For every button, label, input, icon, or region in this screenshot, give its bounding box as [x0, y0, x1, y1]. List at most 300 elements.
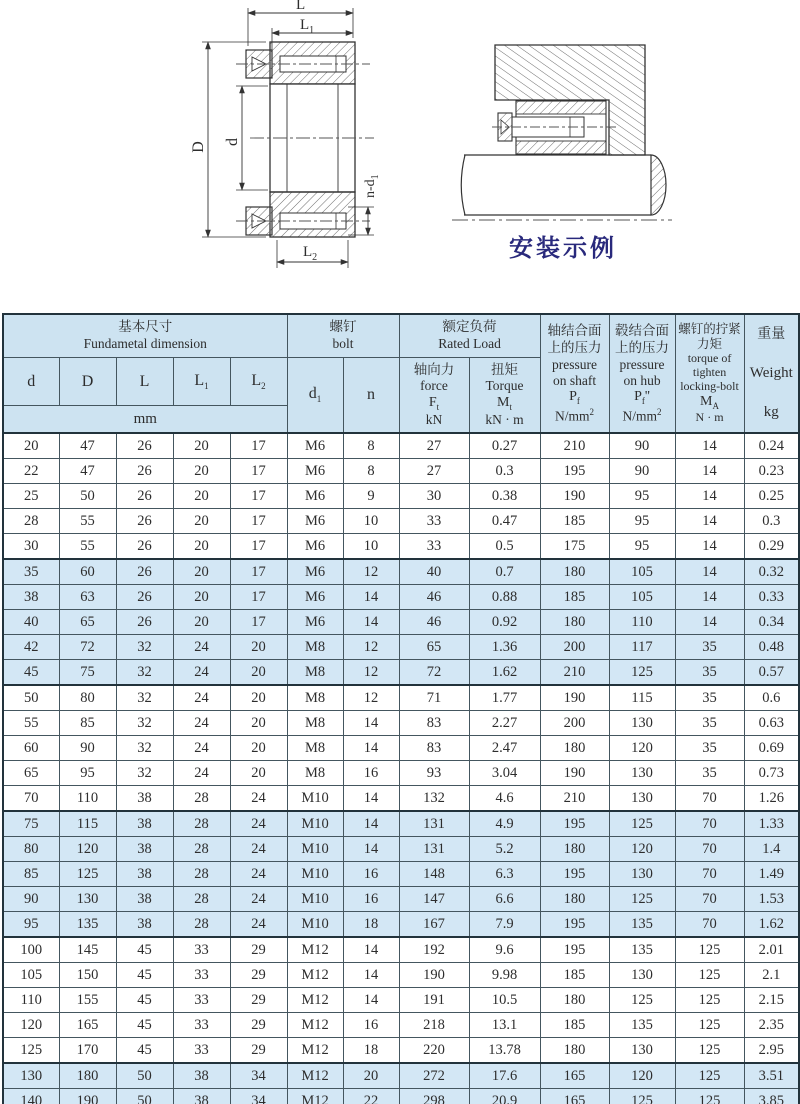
cell-L: 26 [116, 585, 173, 610]
cell-n: 8 [343, 459, 399, 484]
cell-p-shaft: 185 [540, 1013, 609, 1038]
dim-label-n-d1: $n-d_1$ [363, 174, 381, 198]
cell-L: 38 [116, 837, 173, 862]
cell-weight: 2.15 [744, 988, 799, 1013]
cell-d1: M12 [287, 937, 343, 963]
cell-D: 110 [59, 786, 116, 812]
cell-L2: 17 [230, 585, 287, 610]
cell-d: 95 [3, 912, 59, 938]
cell-L1: 28 [173, 887, 230, 912]
cell-L1: 33 [173, 963, 230, 988]
cell-L2: 20 [230, 736, 287, 761]
cell-p-hub: 135 [609, 912, 675, 938]
cell-L: 45 [116, 1038, 173, 1064]
cell-d1: M6 [287, 459, 343, 484]
cell-p-hub: 130 [609, 786, 675, 812]
cell-d1: M8 [287, 660, 343, 686]
cell-force: 167 [399, 912, 469, 938]
cell-weight: 0.32 [744, 559, 799, 585]
cell-d1: M8 [287, 685, 343, 711]
cell-L2: 29 [230, 963, 287, 988]
cell-weight: 0.23 [744, 459, 799, 484]
cell-L: 26 [116, 509, 173, 534]
cell-ma: 70 [675, 912, 744, 938]
header-pressure-on-hub: 毂结合面 上的压力 pressure on hub $P_f''$ $N/mm^2$ [609, 314, 675, 433]
cell-L: 26 [116, 433, 173, 459]
cell-L2: 17 [230, 509, 287, 534]
cell-p-shaft: 185 [540, 585, 609, 610]
cell-n: 18 [343, 1038, 399, 1064]
cell-D: 50 [59, 484, 116, 509]
cell-weight: 0.63 [744, 711, 799, 736]
cell-weight: 0.48 [744, 635, 799, 660]
cell-torque: 13.1 [469, 1013, 540, 1038]
col-L1: $L_1$ [173, 358, 230, 406]
cell-ma: 35 [675, 761, 744, 786]
cell-L: 32 [116, 660, 173, 686]
col-d1: $d_1$ [287, 358, 343, 434]
header-pressure-on-shaft: 轴结合面 上的压力 pressure on shaft $P_f$ $N/mm^2$ [540, 314, 609, 433]
cell-L2: 17 [230, 433, 287, 459]
cell-L: 45 [116, 963, 173, 988]
cell-p-hub: 130 [609, 963, 675, 988]
cell-force: 298 [399, 1089, 469, 1104]
cell-p-shaft: 165 [540, 1089, 609, 1104]
cell-L2: 20 [230, 660, 287, 686]
cell-torque: 9.98 [469, 963, 540, 988]
table-row [3, 811, 799, 837]
cell-L1: 20 [173, 459, 230, 484]
cell-L2: 24 [230, 912, 287, 938]
cell-weight: 0.3 [744, 509, 799, 534]
cell-ma: 14 [675, 585, 744, 610]
cell-L2: 20 [230, 711, 287, 736]
cell-D: 120 [59, 837, 116, 862]
cell-L2: 29 [230, 1038, 287, 1064]
cell-weight: 1.62 [744, 912, 799, 938]
cell-ma: 14 [675, 459, 744, 484]
cell-L: 32 [116, 711, 173, 736]
cell-d: 100 [3, 937, 59, 963]
cell-n: 12 [343, 559, 399, 585]
cell-L1: 20 [173, 610, 230, 635]
cell-L2: 34 [230, 1063, 287, 1089]
cell-p-hub: 120 [609, 837, 675, 862]
cell-L2: 17 [230, 484, 287, 509]
cell-d: 35 [3, 559, 59, 585]
cell-force: 33 [399, 509, 469, 534]
cell-L: 26 [116, 459, 173, 484]
table-row [3, 685, 799, 711]
cell-d1: M12 [287, 1038, 343, 1064]
cell-d: 25 [3, 484, 59, 509]
cell-D: 180 [59, 1063, 116, 1089]
cell-d1: M12 [287, 988, 343, 1013]
cell-n: 22 [343, 1089, 399, 1104]
header-rated-load-zh: 额定负荷 [442, 319, 497, 335]
cell-L1: 20 [173, 534, 230, 560]
cell-d1: M6 [287, 509, 343, 534]
cell-torque: 4.9 [469, 811, 540, 837]
cell-d1: M6 [287, 534, 343, 560]
cell-d1: M6 [287, 484, 343, 509]
cell-n: 9 [343, 484, 399, 509]
cell-n: 14 [343, 610, 399, 635]
cell-ma: 14 [675, 534, 744, 560]
cell-p-shaft: 180 [540, 887, 609, 912]
cell-p-shaft: 180 [540, 736, 609, 761]
header-weight: 重量 Weight kg [744, 314, 799, 433]
cell-d: 105 [3, 963, 59, 988]
cell-p-shaft: 175 [540, 534, 609, 560]
table-row [3, 736, 799, 761]
cell-L: 45 [116, 988, 173, 1013]
col-D: D [59, 358, 116, 406]
cell-p-hub: 95 [609, 484, 675, 509]
cell-torque: 17.6 [469, 1063, 540, 1089]
cell-force: 93 [399, 761, 469, 786]
cell-L: 26 [116, 559, 173, 585]
spec-table [2, 313, 800, 1104]
cell-torque: 6.3 [469, 862, 540, 887]
cell-n: 12 [343, 635, 399, 660]
cell-torque: 0.27 [469, 433, 540, 459]
cell-n: 12 [343, 660, 399, 686]
cell-D: 63 [59, 585, 116, 610]
cell-n: 20 [343, 1063, 399, 1089]
cell-p-shaft: 200 [540, 635, 609, 660]
cell-force: 30 [399, 484, 469, 509]
cell-L2: 17 [230, 459, 287, 484]
cell-p-hub: 130 [609, 761, 675, 786]
table-row [3, 1013, 799, 1038]
cell-n: 16 [343, 761, 399, 786]
cell-L2: 20 [230, 635, 287, 660]
cell-n: 12 [343, 685, 399, 711]
cell-L1: 38 [173, 1089, 230, 1104]
cell-force: 220 [399, 1038, 469, 1064]
cell-p-hub: 110 [609, 610, 675, 635]
cell-n: 14 [343, 837, 399, 862]
header-rated-load [399, 314, 540, 358]
cell-L1: 33 [173, 1013, 230, 1038]
cell-d1: M8 [287, 736, 343, 761]
cell-p-shaft: 185 [540, 509, 609, 534]
cell-p-shaft: 180 [540, 837, 609, 862]
cell-force: 131 [399, 837, 469, 862]
cell-force: 40 [399, 559, 469, 585]
cell-torque: 10.5 [469, 988, 540, 1013]
cell-force: 218 [399, 1013, 469, 1038]
cell-d1: M10 [287, 837, 343, 862]
cell-weight: 1.53 [744, 887, 799, 912]
table-row [3, 837, 799, 862]
cell-d1: M8 [287, 761, 343, 786]
cell-d1: M10 [287, 862, 343, 887]
cell-force: 83 [399, 711, 469, 736]
cell-p-hub: 120 [609, 736, 675, 761]
table-row [3, 711, 799, 736]
cell-p-hub: 125 [609, 811, 675, 837]
cell-p-hub: 95 [609, 509, 675, 534]
cell-p-shaft: 180 [540, 610, 609, 635]
col-L2: $L_2$ [230, 358, 287, 406]
cell-p-hub: 120 [609, 1063, 675, 1089]
col-torque: 扭矩 Torque $M_t$ kN · m [469, 358, 540, 434]
cell-d1: M12 [287, 1089, 343, 1104]
cell-p-shaft: 165 [540, 1063, 609, 1089]
cell-torque: 6.6 [469, 887, 540, 912]
cell-weight: 0.25 [744, 484, 799, 509]
cell-torque: 9.6 [469, 937, 540, 963]
cell-D: 125 [59, 862, 116, 887]
cell-L2: 24 [230, 837, 287, 862]
cell-d: 140 [3, 1089, 59, 1104]
cell-p-shaft: 195 [540, 912, 609, 938]
cell-torque: 0.92 [469, 610, 540, 635]
table-row [3, 862, 799, 887]
cell-d: 20 [3, 433, 59, 459]
cell-weight: 0.6 [744, 685, 799, 711]
cell-d: 38 [3, 585, 59, 610]
cell-n: 14 [343, 963, 399, 988]
cell-L: 38 [116, 887, 173, 912]
cell-d: 130 [3, 1063, 59, 1089]
cell-D: 72 [59, 635, 116, 660]
cell-n: 10 [343, 509, 399, 534]
cell-L1: 28 [173, 786, 230, 812]
cell-L1: 20 [173, 484, 230, 509]
cell-d: 55 [3, 711, 59, 736]
cell-L2: 17 [230, 610, 287, 635]
cell-ma: 14 [675, 559, 744, 585]
cell-L1: 28 [173, 862, 230, 887]
cell-D: 150 [59, 963, 116, 988]
table-row [3, 963, 799, 988]
cell-force: 83 [399, 736, 469, 761]
header-rated-load-en: Rated Load [438, 336, 501, 352]
table-row [3, 912, 799, 938]
cell-n: 8 [343, 433, 399, 459]
cell-force: 27 [399, 433, 469, 459]
cell-force: 27 [399, 459, 469, 484]
cell-p-shaft: 195 [540, 811, 609, 837]
cell-L2: 29 [230, 988, 287, 1013]
header-bolt [287, 314, 399, 358]
table-row [3, 786, 799, 812]
cell-torque: 13.78 [469, 1038, 540, 1064]
table-row [3, 988, 799, 1013]
table-row [3, 459, 799, 484]
cell-weight: 3.51 [744, 1063, 799, 1089]
cell-L1: 28 [173, 837, 230, 862]
cell-ma: 70 [675, 862, 744, 887]
cell-force: 131 [399, 811, 469, 837]
dim-label-L2: $L_2$ [303, 244, 318, 263]
cell-L1: 20 [173, 585, 230, 610]
cell-D: 145 [59, 937, 116, 963]
cell-ma: 35 [675, 635, 744, 660]
cell-weight: 2.35 [744, 1013, 799, 1038]
cell-p-hub: 130 [609, 1038, 675, 1064]
cell-d: 28 [3, 509, 59, 534]
cell-L2: 24 [230, 887, 287, 912]
cell-L2: 29 [230, 1013, 287, 1038]
cell-torque: 0.47 [469, 509, 540, 534]
cell-torque: 0.7 [469, 559, 540, 585]
cell-n: 16 [343, 1013, 399, 1038]
dim-label-D: D [190, 141, 207, 153]
cell-d: 42 [3, 635, 59, 660]
cell-force: 147 [399, 887, 469, 912]
cell-weight: 2.95 [744, 1038, 799, 1064]
cell-weight: 0.24 [744, 433, 799, 459]
table-row [3, 1089, 799, 1104]
cell-L: 45 [116, 1013, 173, 1038]
cell-D: 75 [59, 660, 116, 686]
cell-n: 14 [343, 585, 399, 610]
cell-d1: M8 [287, 635, 343, 660]
cell-torque: 2.27 [469, 711, 540, 736]
cell-weight: 1.4 [744, 837, 799, 862]
cell-ma: 125 [675, 963, 744, 988]
col-L: L [116, 358, 173, 406]
cell-d1: M10 [287, 912, 343, 938]
cell-ma: 125 [675, 988, 744, 1013]
cell-torque: 1.62 [469, 660, 540, 686]
cell-p-shaft: 210 [540, 433, 609, 459]
cell-ma: 35 [675, 736, 744, 761]
cell-L: 32 [116, 685, 173, 711]
cell-d1: M10 [287, 887, 343, 912]
cell-force: 46 [399, 585, 469, 610]
cell-p-hub: 125 [609, 887, 675, 912]
cell-force: 71 [399, 685, 469, 711]
cell-n: 18 [343, 912, 399, 938]
installation-example-drawing [452, 45, 672, 262]
cell-D: 60 [59, 559, 116, 585]
cell-L1: 33 [173, 937, 230, 963]
cell-ma: 125 [675, 1063, 744, 1089]
cell-L1: 38 [173, 1063, 230, 1089]
cell-L: 26 [116, 610, 173, 635]
cell-p-shaft: 195 [540, 459, 609, 484]
cell-p-hub: 130 [609, 711, 675, 736]
cell-d1: M12 [287, 1013, 343, 1038]
cell-p-hub: 95 [609, 534, 675, 560]
cell-torque: 2.47 [469, 736, 540, 761]
col-axial-force: 轴向力 force $F_t$ kN [399, 358, 469, 434]
cell-force: 192 [399, 937, 469, 963]
cell-D: 55 [59, 534, 116, 560]
cell-p-hub: 90 [609, 433, 675, 459]
cell-p-shaft: 190 [540, 484, 609, 509]
cell-L: 50 [116, 1063, 173, 1089]
cell-ma: 35 [675, 660, 744, 686]
cell-weight: 0.69 [744, 736, 799, 761]
cell-force: 33 [399, 534, 469, 560]
cell-L1: 24 [173, 660, 230, 686]
cell-L: 38 [116, 862, 173, 887]
cell-D: 170 [59, 1038, 116, 1064]
cell-L: 45 [116, 937, 173, 963]
cell-p-hub: 125 [609, 988, 675, 1013]
cell-p-hub: 105 [609, 585, 675, 610]
table-row [3, 1063, 799, 1089]
cell-D: 190 [59, 1089, 116, 1104]
header-bolt-zh: 螺钉 [329, 319, 357, 335]
cell-d: 80 [3, 837, 59, 862]
cell-p-hub: 135 [609, 1013, 675, 1038]
cell-force: 272 [399, 1063, 469, 1089]
cell-weight: 2.1 [744, 963, 799, 988]
cell-force: 190 [399, 963, 469, 988]
table-row [3, 635, 799, 660]
cell-L1: 24 [173, 736, 230, 761]
cell-L1: 20 [173, 559, 230, 585]
cell-p-shaft: 180 [540, 1038, 609, 1064]
cell-L2: 20 [230, 685, 287, 711]
dim-label-d: d [224, 138, 241, 146]
cell-d1: M12 [287, 963, 343, 988]
cell-n: 14 [343, 711, 399, 736]
cell-D: 95 [59, 761, 116, 786]
col-n: n [343, 358, 399, 434]
cell-p-hub: 115 [609, 685, 675, 711]
cell-L1: 24 [173, 711, 230, 736]
cell-D: 155 [59, 988, 116, 1013]
cell-weight: 2.01 [744, 937, 799, 963]
cell-L2: 34 [230, 1089, 287, 1104]
cell-L1: 28 [173, 811, 230, 837]
cell-n: 14 [343, 937, 399, 963]
table-row [3, 559, 799, 585]
cell-d1: M6 [287, 559, 343, 585]
cell-L1: 20 [173, 433, 230, 459]
cell-d1: M10 [287, 811, 343, 837]
cell-torque: 1.77 [469, 685, 540, 711]
header-basic-dimension-zh: 基本尺寸 [118, 319, 173, 335]
cell-n: 14 [343, 736, 399, 761]
cell-d1: M10 [287, 786, 343, 812]
cell-L2: 17 [230, 534, 287, 560]
cell-p-hub: 125 [609, 1089, 675, 1104]
table-row [3, 534, 799, 560]
header-basic-dimension [3, 314, 287, 358]
col-d: d [3, 358, 59, 406]
cell-ma: 70 [675, 887, 744, 912]
cell-d: 40 [3, 610, 59, 635]
cell-torque: 4.6 [469, 786, 540, 812]
cell-D: 47 [59, 433, 116, 459]
cell-d: 70 [3, 786, 59, 812]
cell-p-hub: 117 [609, 635, 675, 660]
cell-weight: 0.57 [744, 660, 799, 686]
cell-d: 22 [3, 459, 59, 484]
cell-p-shaft: 200 [540, 711, 609, 736]
spec-table-body [3, 433, 799, 1104]
cell-n: 14 [343, 811, 399, 837]
table-row [3, 610, 799, 635]
cell-d: 30 [3, 534, 59, 560]
table-row [3, 761, 799, 786]
cell-p-hub: 130 [609, 862, 675, 887]
cell-L: 50 [116, 1089, 173, 1104]
cell-p-shaft: 190 [540, 685, 609, 711]
cell-ma: 125 [675, 1013, 744, 1038]
cell-L2: 24 [230, 811, 287, 837]
cell-weight: 1.49 [744, 862, 799, 887]
